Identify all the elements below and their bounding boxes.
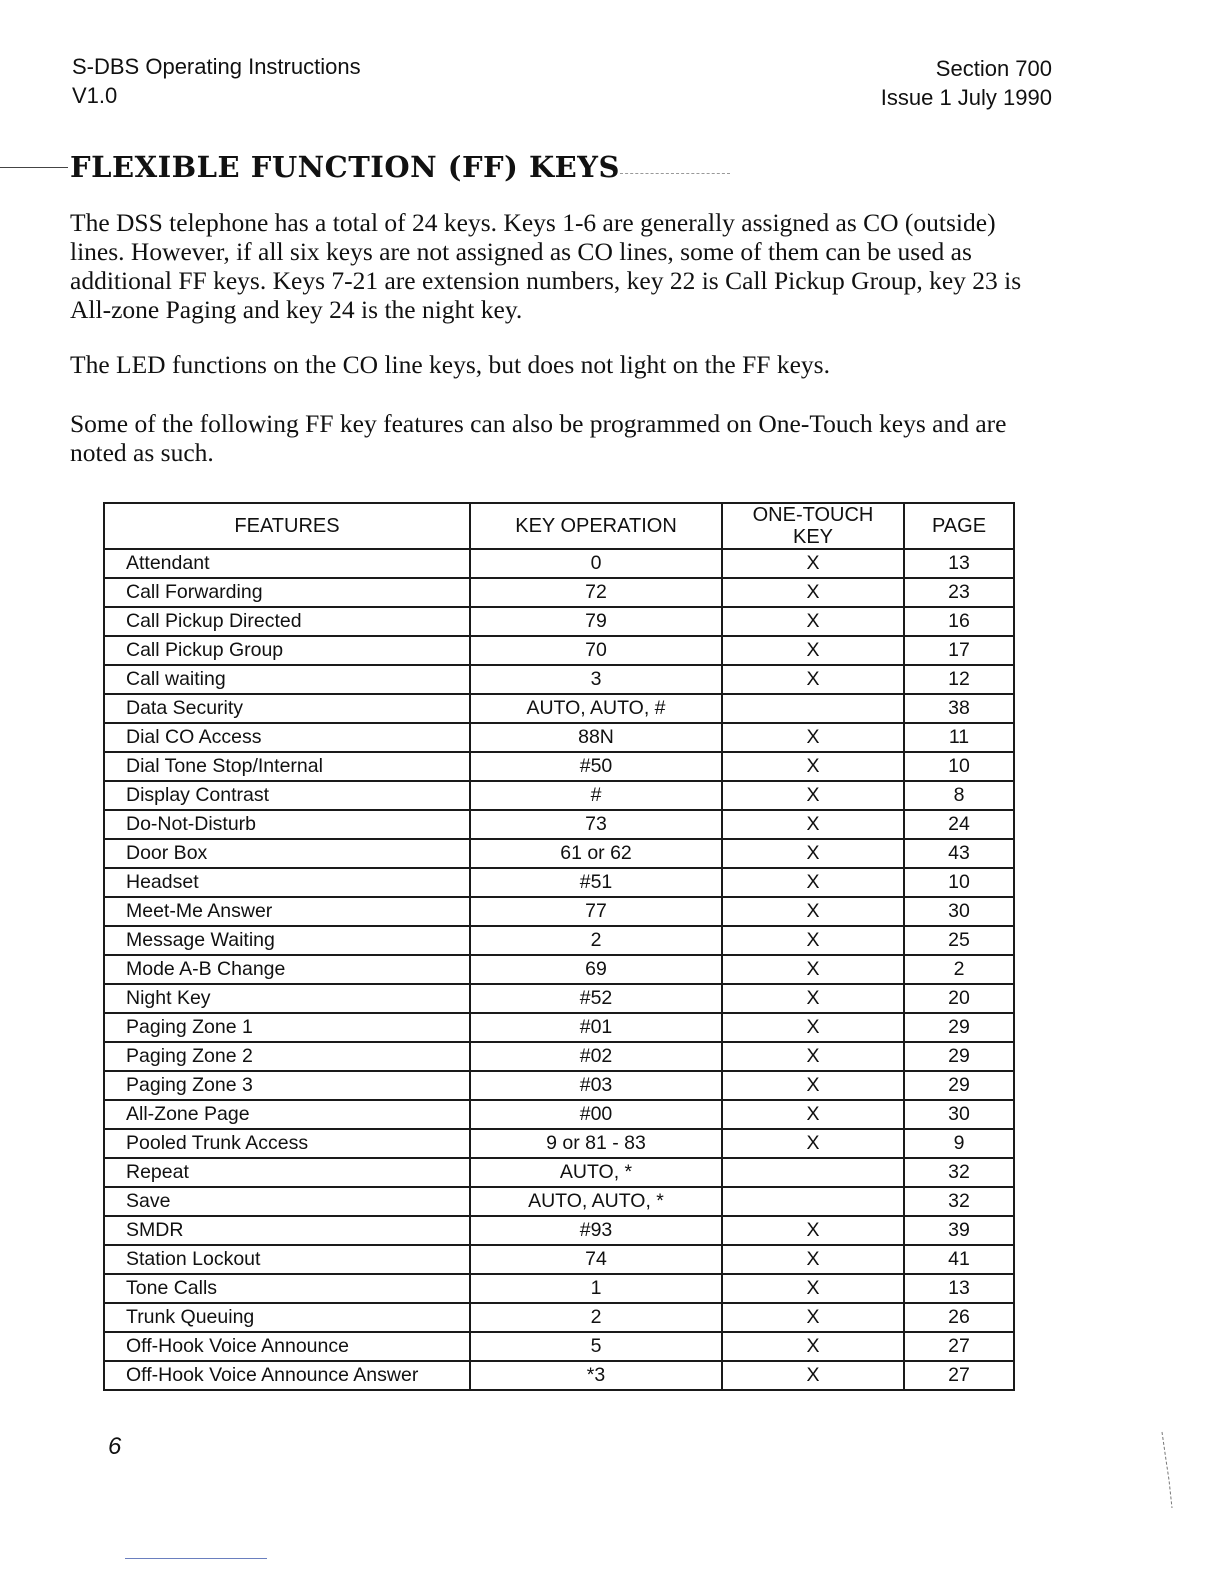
table-row [104,1042,1014,1071]
page-cell: 30 [904,1100,1014,1129]
feature-cell: Save [104,1187,470,1216]
key-operation-cell: 2 [470,1303,722,1332]
feature-cell: Do-Not-Disturb [104,810,470,839]
one-touch-cell: X [722,810,904,839]
one-touch-cell: X [722,1100,904,1129]
feature-cell: Call waiting [104,665,470,694]
one-touch-cell: X [722,1216,904,1245]
page-cell: 38 [904,694,1014,723]
key-operation-cell: 5 [470,1332,722,1361]
feature-cell: Attendant [104,549,470,578]
key-operation-cell: #02 [470,1042,722,1071]
key-operation-cell: 72 [470,578,722,607]
one-touch-cell: X [722,839,904,868]
one-touch-cell: X [722,636,904,665]
key-operation-cell: #50 [470,752,722,781]
key-operation-cell: AUTO, AUTO, * [470,1187,722,1216]
page-number: 6 [108,1433,122,1460]
header-right [881,54,1052,112]
feature-cell: Display Contrast [104,781,470,810]
page-cell: 39 [904,1216,1014,1245]
key-operation-cell: 1 [470,1274,722,1303]
feature-cell: Call Pickup Directed [104,607,470,636]
ff-keys-table [103,502,1015,1391]
key-operation-cell: #52 [470,984,722,1013]
one-touch-cell: X [722,1013,904,1042]
title-rule-left [0,167,68,168]
table-row [104,1245,1014,1274]
feature-cell: Meet-Me Answer [104,897,470,926]
feature-cell: Off-Hook Voice Announce [104,1332,470,1361]
key-operation-cell: 61 or 62 [470,839,722,868]
page-cell: 11 [904,723,1014,752]
table-row [104,1303,1014,1332]
key-operation-cell: #93 [470,1216,722,1245]
page-cell: 8 [904,781,1014,810]
one-touch-paragraph: Some of the following FF key features can also be programmed on One-Touch keys and are noted as such. [70,409,1007,467]
table-row [104,897,1014,926]
page-cell: 27 [904,1361,1014,1390]
table-row [104,868,1014,897]
section-title: FLEXIBLE FUNCTION (FF) KEYS [70,150,620,184]
page-header: PAGE [904,503,1014,549]
document-title: S-DBS Operating Instructions [72,54,361,79]
table-row [104,665,1014,694]
table-body [104,549,1014,1390]
table-row [104,1274,1014,1303]
key-operation-cell: #00 [470,1100,722,1129]
key-operation-cell: 70 [470,636,722,665]
key-operation-cell: AUTO, AUTO, # [470,694,722,723]
feature-cell: Data Security [104,694,470,723]
feature-cell: Night Key [104,984,470,1013]
footer-rule [125,1558,267,1559]
page-cell: 13 [904,549,1014,578]
page-cell: 25 [904,926,1014,955]
table-row [104,1332,1014,1361]
page-cell: 24 [904,810,1014,839]
one-touch-cell: X [722,1071,904,1100]
header-left [72,52,361,110]
page-cell: 43 [904,839,1014,868]
feature-cell: Call Pickup Group [104,636,470,665]
feature-cell: All-Zone Page [104,1100,470,1129]
key-operation-header: KEY OPERATION [470,503,722,549]
feature-cell: Paging Zone 1 [104,1013,470,1042]
page-cell: 32 [904,1187,1014,1216]
feature-cell: Headset [104,868,470,897]
table-row [104,1129,1014,1158]
feature-cell: Station Lockout [104,1245,470,1274]
feature-cell: Paging Zone 2 [104,1042,470,1071]
key-operation-cell: 3 [470,665,722,694]
page-cell: 29 [904,1071,1014,1100]
feature-cell: SMDR [104,1216,470,1245]
features-header: FEATURES [104,503,470,549]
table-row [104,839,1014,868]
one-touch-cell [722,694,904,723]
page-cell: 10 [904,752,1014,781]
table-row [104,1071,1014,1100]
feature-cell: Repeat [104,1158,470,1187]
table-row [104,955,1014,984]
feature-cell: Dial Tone Stop/Internal [104,752,470,781]
key-operation-cell: 9 or 81 - 83 [470,1129,722,1158]
one-touch-cell [722,1187,904,1216]
one-touch-cell: X [722,1245,904,1274]
table-row [104,752,1014,781]
table-row [104,781,1014,810]
feature-cell: Trunk Queuing [104,1303,470,1332]
one-touch-cell: X [722,926,904,955]
table-header-row [104,503,1014,549]
table-row [104,1187,1014,1216]
key-operation-cell: 0 [470,549,722,578]
one-touch-cell [722,1158,904,1187]
page-cell: 20 [904,984,1014,1013]
feature-cell: Dial CO Access [104,723,470,752]
one-touch-cell: X [722,578,904,607]
table-row [104,1100,1014,1129]
feature-cell: Off-Hook Voice Announce Answer [104,1361,470,1390]
feature-cell: Call Forwarding [104,578,470,607]
one-touch-cell: X [722,752,904,781]
issue-date: Issue 1 July 1990 [880,85,1052,110]
page-cell: 17 [904,636,1014,665]
one-touch-cell: X [722,1129,904,1158]
page-cell: 29 [904,1042,1014,1071]
table-row [104,1216,1014,1245]
page-cell: 29 [904,1013,1014,1042]
feature-cell: Door Box [104,839,470,868]
page-cell: 27 [904,1332,1014,1361]
one-touch-cell: X [722,1361,904,1390]
key-operation-cell: 2 [470,926,722,955]
page-cell: 16 [904,607,1014,636]
page-cell: 10 [904,868,1014,897]
led-paragraph: The LED functions on the CO line keys, but does not light on the FF keys. [70,350,830,379]
one-touch-cell: X [722,984,904,1013]
key-operation-cell: 69 [470,955,722,984]
title-rule-right [620,173,730,174]
page-cell: 13 [904,1274,1014,1303]
one-touch-cell: X [722,1332,904,1361]
scan-artifact-mark [1160,1430,1174,1510]
table-row [104,694,1014,723]
page-cell: 23 [904,578,1014,607]
table-row [104,549,1014,578]
key-operation-cell: 77 [470,897,722,926]
key-operation-cell: # [470,781,722,810]
one-touch-cell: X [722,1042,904,1071]
page-cell: 2 [904,955,1014,984]
table-row [104,578,1014,607]
one-touch-header [722,503,904,549]
key-operation-cell: *3 [470,1361,722,1390]
key-operation-cell: #51 [470,868,722,897]
one-touch-cell: X [722,781,904,810]
feature-cell: Mode A-B Change [104,955,470,984]
one-touch-cell: X [722,1274,904,1303]
key-operation-cell: #01 [470,1013,722,1042]
one-touch-cell: X [722,723,904,752]
one-touch-cell: X [722,665,904,694]
section-label: Section 700 [935,56,1052,81]
key-operation-cell: AUTO, * [470,1158,722,1187]
key-operation-cell: 73 [470,810,722,839]
one-touch-cell: X [722,897,904,926]
page-cell: 26 [904,1303,1014,1332]
table-row [104,636,1014,665]
one-touch-cell: X [722,1303,904,1332]
key-operation-cell: 79 [470,607,722,636]
one-touch-header-line1: ONE-TOUCH [752,504,874,526]
page-cell: 9 [904,1129,1014,1158]
key-operation-cell: #03 [470,1071,722,1100]
document-version: V1.0 [72,83,118,108]
page-cell: 32 [904,1158,1014,1187]
one-touch-cell: X [722,607,904,636]
page-cell: 30 [904,897,1014,926]
table-row [104,723,1014,752]
intro-paragraph: The DSS telephone has a total of 24 keys. Keys 1-6 are generally assigned as CO (outside) lines. However, if all six keys are not assigned as CO lines, some of them can be used as additional FF keys. Keys 7-21 are extension numbers, key 22 is Call Pickup Group, key 23 is All-zone Paging and key 24 is the night key. [70,208,1022,324]
one-touch-cell: X [722,549,904,578]
feature-cell: Pooled Trunk Access [104,1129,470,1158]
one-touch-header-line2: KEY [792,526,834,548]
one-touch-cell: X [722,868,904,897]
feature-cell: Tone Calls [104,1274,470,1303]
table-row [104,1158,1014,1187]
one-touch-cell: X [722,955,904,984]
table-row [104,1013,1014,1042]
table-row [104,810,1014,839]
feature-cell: Message Waiting [104,926,470,955]
feature-cell: Paging Zone 3 [104,1071,470,1100]
table-row [104,984,1014,1013]
key-operation-cell: 74 [470,1245,722,1274]
table-row [104,926,1014,955]
key-operation-cell: 88N [470,723,722,752]
table-row [104,607,1014,636]
page-cell: 12 [904,665,1014,694]
page-cell: 41 [904,1245,1014,1274]
table-row [104,1361,1014,1390]
